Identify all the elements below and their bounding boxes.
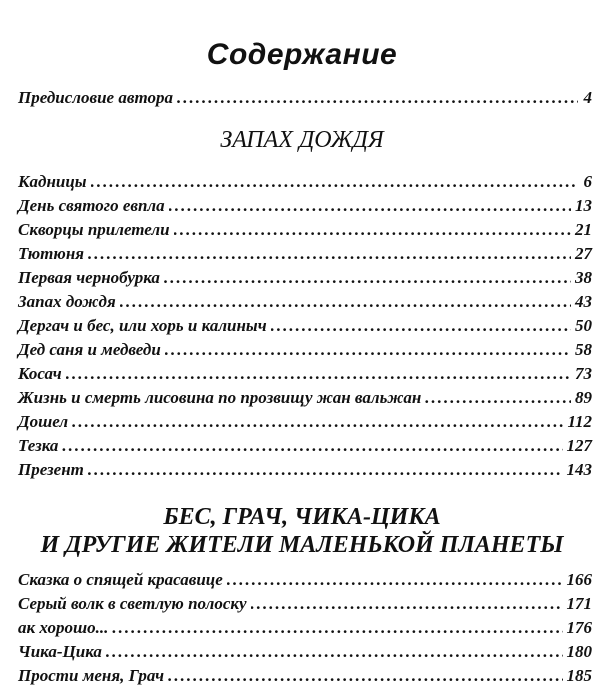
toc-entry xyxy=(18,460,592,484)
toc-entry-label: Сказка о спящей красавице xyxy=(18,570,223,589)
toc-entry-label: Дед саня и медведи xyxy=(18,340,161,359)
page-title: Содержание xyxy=(206,38,398,71)
toc-entry-page: 4 xyxy=(583,88,592,107)
toc-entry-page: 43 xyxy=(575,292,592,311)
section-title-line: И ДРУГИЕ ЖИТЕЛИ МАЛЕНЬКОЙ ПЛАНЕТЫ xyxy=(40,532,564,558)
toc-entry-label: Запах дождя xyxy=(18,292,116,311)
toc-entry xyxy=(18,172,592,196)
dot-leader xyxy=(165,340,571,360)
toc-entry-page: 73 xyxy=(575,364,592,383)
toc-entry xyxy=(18,388,592,412)
toc-entry-label: Чика-Цика xyxy=(18,642,102,661)
section-2-entries xyxy=(18,570,592,690)
toc-entry-page: 38 xyxy=(575,268,592,287)
toc-entry xyxy=(18,220,592,244)
toc-entry-page: 176 xyxy=(566,618,592,637)
section-title-line: БЕС, ГРАЧ, ЧИКА-ЦИКА xyxy=(163,504,441,530)
toc-entry xyxy=(18,316,592,340)
toc-entry xyxy=(18,642,592,666)
toc-entry-label: День святого евпла xyxy=(18,196,165,215)
dot-leader xyxy=(177,88,578,108)
dot-leader xyxy=(112,618,562,638)
toc-entry-label: Тезка xyxy=(18,436,59,455)
toc-entry-page: 50 xyxy=(575,316,592,335)
dot-leader xyxy=(168,666,562,686)
toc-entry xyxy=(18,196,592,220)
dot-leader xyxy=(91,172,578,192)
toc-entry-page: 180 xyxy=(566,642,592,661)
toc-entry xyxy=(18,618,592,642)
toc-entry-page: 21 xyxy=(575,220,592,239)
dot-leader xyxy=(66,364,571,384)
toc-entry-label: Первая чернобурка xyxy=(18,268,160,287)
toc-entry-preface xyxy=(18,88,592,112)
toc-entry-page: 127 xyxy=(566,436,592,455)
toc-entry-label: Скворцы прилетели xyxy=(18,220,170,239)
dot-leader xyxy=(425,388,571,408)
toc-entry-page: 6 xyxy=(583,172,592,191)
toc-entry-label: Жизнь и смерть лисовина по прозвищу жан вальжан xyxy=(18,388,422,407)
toc-entry xyxy=(18,244,592,268)
toc-entry xyxy=(18,292,592,316)
section-title-1 xyxy=(0,126,604,154)
toc-entry-page: 13 xyxy=(575,196,592,215)
dot-leader xyxy=(72,412,563,432)
dot-leader xyxy=(120,292,571,312)
toc-entry-page: 58 xyxy=(575,340,592,359)
toc-entry xyxy=(18,436,592,460)
toc-entry xyxy=(18,412,592,436)
toc-entry xyxy=(18,666,592,690)
preface-entry-list xyxy=(18,88,592,112)
dot-leader xyxy=(88,244,571,264)
section-title-2 xyxy=(0,503,604,559)
toc-entry-label: Косач xyxy=(18,364,62,383)
section-1-entries xyxy=(18,172,592,484)
dot-leader xyxy=(271,316,571,336)
toc-entry-page: 89 xyxy=(575,388,592,407)
toc-entry-label: Презент xyxy=(18,460,84,479)
dot-leader xyxy=(164,268,571,288)
section-title-line: ЗАПАХ ДОЖДЯ xyxy=(220,127,384,153)
toc-entry xyxy=(18,268,592,292)
dot-leader xyxy=(169,196,571,216)
toc-entry-label: ак хорошо... xyxy=(18,618,109,637)
toc-entry-label: Серый волк в светлую полоску xyxy=(18,594,247,613)
toc-entry-page: 171 xyxy=(566,594,592,613)
toc-entry xyxy=(18,570,592,594)
dot-leader xyxy=(62,436,562,456)
toc-entry-label: Тютюня xyxy=(18,244,85,263)
toc-entry-label: Дергач и бес, или хорь и калиныч xyxy=(18,316,267,335)
toc-entry xyxy=(18,340,592,364)
toc-entry xyxy=(18,594,592,618)
toc-entry-page: 112 xyxy=(567,412,592,431)
toc-entry-label: Дошел xyxy=(18,412,69,431)
dot-leader xyxy=(88,460,563,480)
dot-leader xyxy=(106,642,563,662)
toc-entry-page: 185 xyxy=(566,666,592,685)
dot-leader xyxy=(174,220,571,240)
toc-entry-label: Предисловие автора xyxy=(18,88,173,107)
dot-leader xyxy=(227,570,563,590)
toc-entry-page: 27 xyxy=(575,244,592,263)
toc-entry-label: Прости меня, Грач xyxy=(18,666,165,685)
toc-entry-page: 166 xyxy=(566,570,592,589)
toc-entry-page: 143 xyxy=(566,460,592,479)
toc-entry-label: Кадницы xyxy=(18,172,87,191)
dot-leader xyxy=(251,594,563,614)
toc-entry xyxy=(18,364,592,388)
